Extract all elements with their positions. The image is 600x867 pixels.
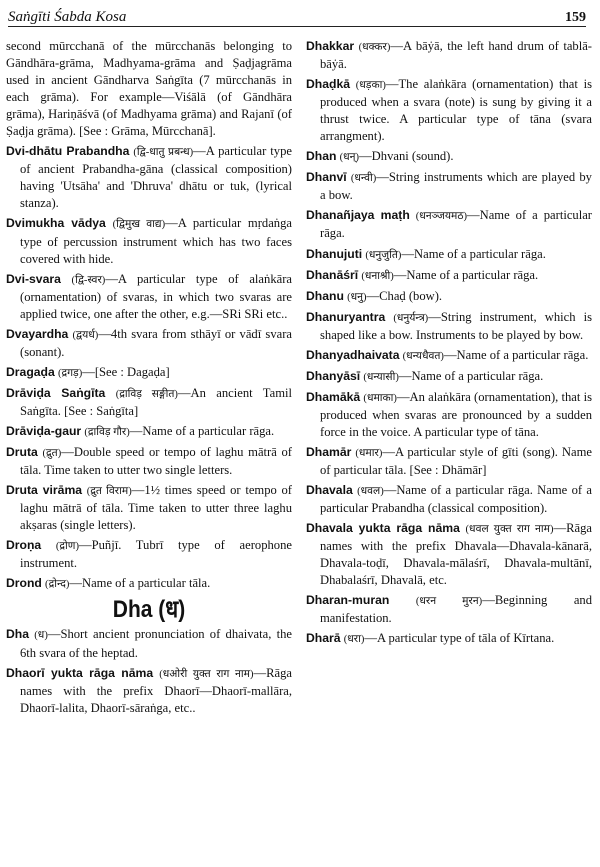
entry-definition: —Beginning and manifestation.	[320, 593, 593, 626]
entry-devanagari: (द्रोण)	[55, 541, 79, 553]
entry-definition: —An ancient Tamil Saṅgīta. [See : Saṅgīta]	[20, 385, 292, 418]
entry-devanagari: (धओरी युक्त राग नाम)	[159, 668, 254, 680]
entry-definition: —Name of a particular rāga.	[393, 267, 539, 282]
entry-definition: —Name of a particular rāga.	[129, 423, 275, 438]
entry-definition: —1½ times speed or tempo of laghu mātrā of tāla. Time taken to utter three laghu akṣaras (single letters).	[20, 483, 292, 533]
entry-devanagari: (धन्यासी)	[363, 371, 399, 383]
dictionary-entry	[6, 626, 292, 661]
entry-devanagari: (धरा)	[343, 634, 365, 646]
entry-headword: Dhanyadhaivata	[306, 347, 400, 362]
entry-devanagari: (द्वि-धातु प्रबन्ध)	[133, 147, 194, 159]
entry-devanagari: (द्विमुख वाद्य)	[112, 219, 166, 231]
entry-devanagari: (धड़का)	[355, 80, 386, 92]
entry-devanagari: (धवल युक्त राग नाम)	[465, 524, 554, 536]
entry-devanagari: (द्रगड़)	[57, 367, 83, 379]
entry-headword: Dharā	[306, 631, 341, 646]
entry-definition: —Chaḍ (bow).	[366, 288, 443, 303]
entry-definition: —Name of a particular tāla.	[69, 576, 211, 591]
dictionary-entry	[306, 444, 592, 479]
dictionary-entry	[306, 246, 592, 264]
entry-headword: Dragaḍa	[6, 364, 55, 379]
entry-devanagari: (धमार)	[355, 447, 383, 459]
running-title: Saṅgīti Śabda Kosa	[8, 9, 127, 25]
entry-headword: Dvi-svara	[6, 271, 61, 286]
entry-devanagari: (धनाश्री)	[361, 270, 394, 282]
entry-devanagari: (धनुजुति)	[365, 249, 402, 261]
entry-definition: —String instrument, which is shaped like a bow. Instruments to be played by bow.	[320, 309, 592, 342]
entry-definition: —A particular type of alaṅkāra (ornamentation) of svaras, in which two svaras are applied twice, one after the other, e.g.—SRi SRi etc..	[20, 271, 292, 321]
dictionary-entry	[6, 215, 292, 267]
entry-headword: Dhavala	[306, 483, 353, 498]
dictionary-entry	[306, 38, 592, 73]
entry-definition: —Name of a particular rāga.	[401, 246, 546, 261]
dictionary-entry	[306, 368, 592, 386]
entry-devanagari: (द्वयर्ध)	[72, 329, 99, 341]
entry-headword: Dha	[6, 627, 30, 642]
dictionary-entry	[306, 520, 592, 589]
entry-definition: —Dhvani (sound).	[359, 149, 454, 164]
entry-headword: Druta	[6, 445, 38, 460]
entry-devanagari: (द्रुत विराम)	[86, 486, 132, 498]
section-heading: Dha (ध)	[112, 596, 186, 624]
entry-definition: second mūrcchanā of the mūrcchanās belonging to Gāndhāra-grāma, Madhyama-grāma and Ṣaḍjagrāma used in ancient Gāndharva Saṅgīta (7 mūrcchanās in each grāma). For example—Viśālā (of Gāndhāra grāma), Hariṇāśvā (of Madhyama grāma) and Rajanī (of Ṣaḍja grāma). [See : Grāma, Mūrcchanā].	[6, 39, 292, 139]
entry-headword: Drond	[6, 576, 42, 591]
entry-headword: Dhakkar	[306, 39, 355, 53]
entry-devanagari: (धन्यधैवत)	[402, 350, 444, 362]
dictionary-entry	[306, 169, 592, 204]
entry-headword: Dhanyāsī	[306, 368, 361, 383]
entry-devanagari: (द्राविड़ गौर)	[84, 426, 130, 438]
entry-definition: —Rāga names with the prefix Dhaorī—Dhaorī-mallāra, Dhaorī-lalita, Dhaorī-sāraṅga, etc..	[20, 665, 292, 715]
entry-definition: —A particular mṛdaṅga type of percussion instrument which has two faces covered with hide.	[20, 216, 292, 266]
left-entry-list-after	[6, 626, 292, 716]
page-header	[8, 2, 586, 27]
entry-definition: —A particular type of tāla of Kīrtana.	[364, 631, 555, 646]
entry-headword: Dhamār	[306, 444, 352, 459]
entry-devanagari: (द्रोन्द)	[45, 579, 70, 591]
entry-headword: Drāviḍa-gaur	[6, 423, 82, 438]
dictionary-entry	[6, 271, 292, 323]
entry-devanagari: (धनु)	[347, 291, 367, 303]
left-column	[6, 38, 292, 720]
entry-headword: Dhaorī yukta rāga nāma	[6, 665, 154, 680]
entry-devanagari: (धन्)	[339, 152, 360, 164]
dictionary-entry	[6, 482, 292, 534]
entry-devanagari: (धन्वी)	[350, 173, 377, 185]
dictionary-entry	[6, 423, 292, 441]
dictionary-entry	[6, 364, 292, 382]
dictionary-entry	[306, 389, 592, 441]
entry-definition: —A bāẏā, the left hand drum of tablā-bāẏā.	[320, 39, 592, 72]
dictionary-entry	[306, 148, 592, 166]
entry-devanagari: (द्वि-स्वर)	[71, 274, 106, 286]
entry-devanagari: (धमाका)	[363, 392, 397, 404]
entry-definition: —Puñjī. Tubrī type of aerophone instrument.	[20, 538, 292, 571]
entry-devanagari: (धनुर्यन्त्र)	[393, 312, 429, 324]
right-entry-list	[306, 38, 592, 649]
entry-definition: —Name of a particular rāga. Name of a particular Prabandha (classical composition).	[320, 483, 592, 516]
entry-devanagari: (द्राविड़ सङ्गीत)	[115, 388, 178, 400]
entry-devanagari: (द्रुत)	[42, 448, 62, 460]
entry-definition: —Name of a particular rāga.	[398, 368, 544, 383]
entry-headword: Dvayardha	[6, 326, 69, 341]
entry-definition: —An alaṅkāra (ornamentation), that is produced when svaras are pronounced by a sudden force in the voice. A particular type of tāna.	[320, 389, 592, 439]
entry-headword: Dhanujuti	[306, 246, 363, 261]
entry-devanagari: (धरन मुरन)	[415, 596, 483, 608]
dictionary-entry	[6, 444, 292, 479]
entry-definition: —String instruments which are played by a bow.	[320, 170, 592, 203]
entry-definition: —Name of a particular rāga.	[320, 208, 592, 241]
entry-definition: —A particular type of ancient Prabandha-gāna (classical composition) having 'Utsāha' and 'Dhruva' dhātu or tuk, (lyrical stanza).	[20, 144, 292, 211]
dictionary-entry	[6, 143, 292, 212]
entry-devanagari: (ध)	[34, 630, 48, 642]
dictionary-entry	[306, 309, 592, 344]
dictionary-entry	[6, 385, 292, 420]
entry-headword: Dhanuryantra	[306, 309, 386, 324]
page-number: 159	[565, 10, 586, 25]
entry-devanagari: (धक्कर)	[358, 42, 391, 53]
dictionary-entry	[306, 630, 592, 648]
entry-headword: Dvimukha vādya	[6, 216, 106, 231]
entry-devanagari: (धनञ्जयमठ)	[415, 211, 468, 223]
dictionary-entry	[306, 76, 592, 145]
left-entry-list	[6, 38, 292, 593]
entry-headword: Dhamākā	[306, 389, 361, 404]
entry-definition: —Short ancient pronunciation of dhaivata, the 6th svara of the heptad.	[20, 627, 292, 660]
dictionary-entry	[6, 665, 292, 717]
entry-headword: Dharan-muran	[306, 593, 390, 608]
dictionary-entry	[6, 575, 292, 593]
dictionary-entry	[6, 537, 292, 572]
entry-headword: Dhaḍkā	[306, 77, 351, 92]
entry-definition: —Rāga names with the prefix Dhavala—Dhavala-kānarā, Dhavala-toḍī, Dhavala-mālaśrī, Dhavala-multānī, Dhabalaśrī, Dhavalā, etc.	[320, 521, 592, 588]
dictionary-entry	[306, 288, 592, 306]
entry-headword: Dhavala yukta rāga nāma	[306, 521, 460, 536]
entry-definition: —The alaṅkāra (ornamentation) that is produced when a svara (note) is sung by giving it a thrust twice. A particular type of tāna (svara arrangment).	[320, 77, 593, 144]
entry-headword: Drāviḍa Saṅgīta	[6, 385, 106, 400]
entry-headword: Dhanañjaya maṭh	[306, 208, 410, 223]
entry-headword: Dvi-dhātu Prabandha	[6, 144, 130, 159]
entry-definition: —Double speed or tempo of laghu mātrā of tāla. Time taken to utter two single letters.	[20, 445, 292, 478]
dictionary-entry	[306, 267, 592, 285]
dictionary-entry	[6, 38, 292, 140]
entry-definition: —A particular style of gīti (song). Name of particular tāla. [See : Dhāmār]	[320, 444, 592, 478]
entry-definition: —4th svara from sthāyī or vādī svara (sonant).	[20, 326, 292, 359]
entry-headword: Droṇa	[6, 538, 42, 553]
entry-headword: Dhanu	[306, 288, 344, 303]
entry-headword: Dhan	[306, 149, 337, 164]
dictionary-entry	[306, 592, 592, 627]
right-column	[306, 38, 592, 652]
entry-devanagari: (धवल)	[357, 486, 384, 498]
entry-definition: —[See : Dagaḍa]	[82, 364, 170, 379]
entry-headword: Dhanvī	[306, 170, 347, 185]
dictionary-entry	[306, 347, 592, 365]
entry-definition: —Name of a particular rāga.	[443, 347, 589, 362]
entry-headword: Dhanāśrī	[306, 267, 359, 282]
dictionary-entry	[6, 326, 292, 361]
entry-headword: Druta virāma	[6, 483, 83, 498]
dictionary-entry	[306, 482, 592, 517]
dictionary-entry	[306, 207, 592, 242]
